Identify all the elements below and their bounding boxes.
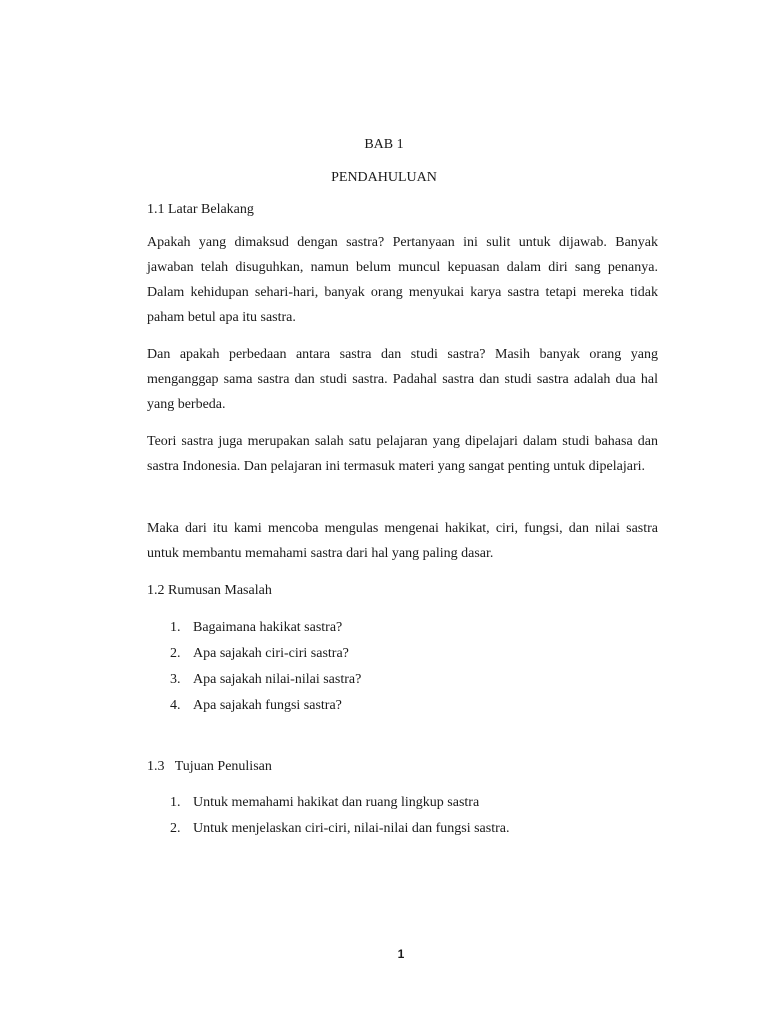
- list-number: 1.: [170, 795, 181, 810]
- list-text: Untuk menjelaskan ciri-ciri, nilai-nilai dan fungsi sastra.: [193, 821, 510, 836]
- list-number: 3.: [170, 672, 181, 687]
- list-number: 2.: [170, 821, 181, 836]
- rumusan-list: [147, 620, 361, 724]
- list-item: [147, 821, 509, 847]
- list-item: [147, 646, 361, 672]
- chapter-label: BAB 1: [364, 137, 404, 152]
- page-number: 1: [397, 947, 405, 961]
- section-heading-latar: 1.1 Latar Belakang: [147, 202, 254, 217]
- paragraph-3: Teori sastra juga merupakan salah satu pelajaran yang dipelajari dalam studi bahasa dan sastra Indonesia. Dan pelajaran ini termasuk materi yang sangat penting untuk dipelajari.: [147, 434, 658, 474]
- list-number: 4.: [170, 698, 181, 713]
- list-text: Apa sajakah ciri-ciri sastra?: [193, 646, 349, 661]
- list-text: Apa sajakah fungsi sastra?: [193, 698, 342, 713]
- paragraph-1: Apakah yang dimaksud dengan sastra? Pertanyaan ini sulit untuk dijawab. Banyak jawaban telah disuguhkan, namun belum muncul kepuasan dalam diri sang penanya. Dalam kehidupan sehari-hari, banyak orang menyukai karya sastra tetapi mereka tidak paham betul apa itu sastra.: [147, 235, 658, 325]
- paragraph-4: Maka dari itu kami mencoba mengulas mengenai hakikat, ciri, fungsi, dan nilai sastra untuk membantu memahami sastra dari hal yang paling dasar.: [147, 521, 658, 561]
- chapter-title: PENDAHULUAN: [331, 170, 437, 185]
- list-number: 1.: [170, 620, 181, 635]
- list-text: Untuk memahami hakikat dan ruang lingkup sastra: [193, 795, 480, 810]
- list-text: Apa sajakah nilai-nilai sastra?: [193, 672, 362, 687]
- list-item: [147, 620, 361, 646]
- paragraph-2: Dan apakah perbedaan antara sastra dan studi sastra? Masih banyak orang yang menganggap sama sastra dan studi sastra. Padahal sastra dan studi sastra adalah dua hal yang berbeda.: [147, 347, 658, 412]
- section-heading-tujuan: 1.3 Tujuan Penulisan: [147, 759, 272, 774]
- list-item: [147, 795, 509, 821]
- list-item: [147, 698, 361, 724]
- list-item: [147, 672, 361, 698]
- list-number: 2.: [170, 646, 181, 661]
- tujuan-list: [147, 795, 509, 847]
- list-text: Bagaimana hakikat sastra?: [193, 620, 343, 635]
- section-heading-rumusan: 1.2 Rumusan Masalah: [147, 583, 272, 598]
